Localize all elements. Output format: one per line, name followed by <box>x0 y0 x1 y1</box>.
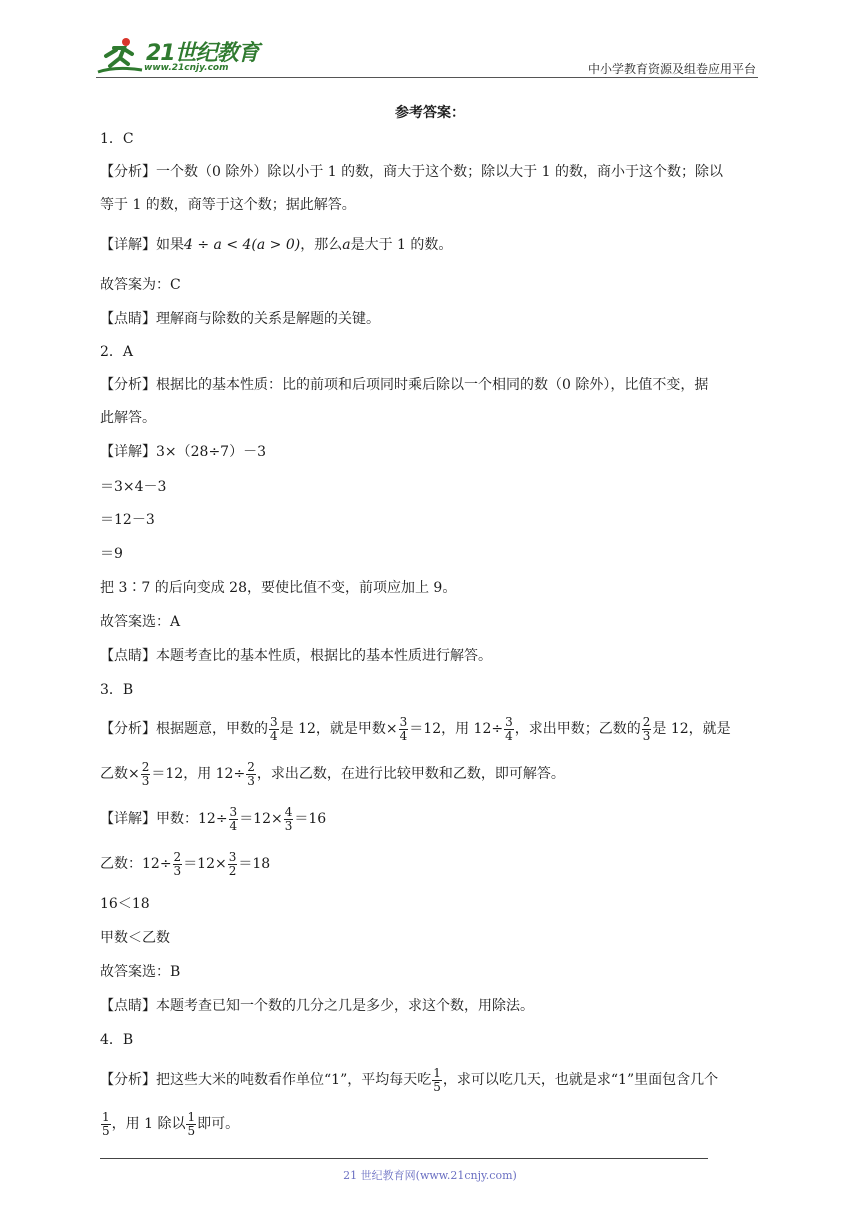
q3-detail-yi <box>100 846 270 882</box>
logo-url: www.21cnjy.com <box>144 63 229 73</box>
q3-number: 3．B <box>100 682 134 698</box>
logo-text: 21世纪教育 <box>146 41 259 66</box>
q3-analysis-line-1 <box>100 711 731 747</box>
q2-conclusion: 把 3∶7 的后向变成 28，要使比值不变，前项应加上 9。 <box>100 580 457 596</box>
fraction-2-3: $\frac{2}{3}$ <box>642 714 651 743</box>
q4-text: ，用 1 除以 <box>111 1116 186 1132</box>
q2-number: 2．A <box>100 344 134 360</box>
fraction-3-2: $\frac{3}{2}$ <box>228 849 237 878</box>
q3-text: 乙数：12÷ <box>100 856 172 872</box>
fraction-1-5: $\frac{1}{5}$ <box>187 1109 196 1138</box>
q1-number: 1．C <box>100 131 134 147</box>
fraction-3-4: $\frac{3}{4}$ <box>505 714 513 743</box>
q3-answer: 故答案选：B <box>100 964 181 980</box>
q1-detail <box>100 236 452 254</box>
q4-text: ，求可以吃几天，也就是求“1”里面包含几个 <box>442 1072 719 1088</box>
q3-text: 乙数× <box>100 766 140 782</box>
q3-comment: 【点睛】本题考查已知一个数的几分之几是多少，求这个数，用除法。 <box>100 998 534 1014</box>
header-divider <box>96 77 758 78</box>
q1-detail-suffix: 是大于 1 的数。 <box>350 237 453 253</box>
q3-analysis-line-2 <box>100 756 565 792</box>
q4-text: 即可。 <box>197 1116 240 1132</box>
q4-analysis-line-1 <box>100 1062 718 1098</box>
fraction-3-4: $\frac{3}{4}$ <box>399 714 408 743</box>
fraction-1-5: $\frac{1}{5}$ <box>102 1109 110 1138</box>
q3-text: 【分析】根据题意，甲数的 <box>100 721 268 737</box>
fraction-2-3: $\frac{2}{3}$ <box>141 759 150 788</box>
q2-analysis-line-1: 【分析】根据比的基本性质：比的前项和后项同时乘后除以一个相同的数（0 除外），比值不变，据 <box>100 377 709 393</box>
q1-inequality: 4 ÷ a < 4(a > 0) <box>184 237 301 253</box>
q3-compare: 16＜18 <box>100 896 150 912</box>
q3-text: ＝12× <box>183 856 227 872</box>
q2-analysis-line-2: 此解答。 <box>100 410 156 426</box>
q3-text: ，求出乙数，在进行比较甲数和乙数，即可解答。 <box>256 766 565 782</box>
q1-comment: 【点睛】理解商与除数的关系是解题的关键。 <box>100 311 380 327</box>
q2-step-1: ＝3×4－3 <box>100 479 167 495</box>
q1-variable: a <box>342 237 351 253</box>
q2-answer: 故答案选：A <box>100 614 181 630</box>
q3-text: 【详解】甲数：12÷ <box>100 811 228 827</box>
fraction-1-5: $\frac{1}{5}$ <box>433 1065 441 1094</box>
fraction-2-3: $\frac{2}{3}$ <box>247 759 255 788</box>
q4-analysis-line-2 <box>100 1106 239 1142</box>
q1-answer: 故答案为：C <box>100 277 181 293</box>
fraction-2-3: $\frac{2}{3}$ <box>173 849 182 878</box>
q2-step-2: ＝12－3 <box>100 512 155 528</box>
q2-step-3: ＝9 <box>100 546 123 562</box>
q2-detail: 【详解】3×（28÷7）－3 <box>100 444 266 460</box>
fraction-3-4: $\frac{3}{4}$ <box>270 714 278 743</box>
q3-detail-jia <box>100 801 326 837</box>
page-footer: 21 世纪教育网(www.21cnjy.com) <box>343 1169 517 1182</box>
site-logo <box>96 36 266 80</box>
page-title: 参考答案： <box>395 105 465 121</box>
q4-text: 【分析】把这些大米的吨数看作单位“1”，平均每天吃 <box>100 1072 432 1088</box>
q4-number: 4．B <box>100 1032 134 1048</box>
q3-conclusion: 甲数＜乙数 <box>100 930 170 946</box>
q3-text: ＝12，用 12÷ <box>151 766 246 782</box>
q3-text: 是 12，就是 <box>652 721 731 737</box>
q1-analysis-line-1: 【分析】一个数（0 除外）除以小于 1 的数，商大于这个数；除以大于 1 的数，商小于这个数；除以 <box>100 164 723 180</box>
q3-text: ＝16 <box>294 811 327 827</box>
q3-text: 是 12，就是甲数× <box>279 721 398 737</box>
q1-detail-mid: ，那么 <box>300 237 343 253</box>
q3-text: ＝12× <box>239 811 283 827</box>
q3-text: ＝18 <box>238 856 271 872</box>
q3-text: ＝12，用 12÷ <box>409 721 504 737</box>
fraction-3-4: $\frac{3}{4}$ <box>229 804 238 833</box>
footer-divider <box>100 1158 708 1159</box>
page-header <box>96 36 756 80</box>
q3-text: ，求出甲数；乙数的 <box>514 721 641 737</box>
q1-detail-prefix: 【详解】如果 <box>100 237 184 253</box>
fraction-4-3: $\frac{4}{3}$ <box>284 804 293 833</box>
q2-comment: 【点睛】本题考查比的基本性质，根据比的基本性质进行解答。 <box>100 648 492 664</box>
platform-name: 中小学教育资源及组卷应用平台 <box>587 62 756 76</box>
runner-logo-icon <box>96 36 146 80</box>
q1-analysis-line-2: 等于 1 的数，商等于这个数；据此解答。 <box>100 197 356 213</box>
